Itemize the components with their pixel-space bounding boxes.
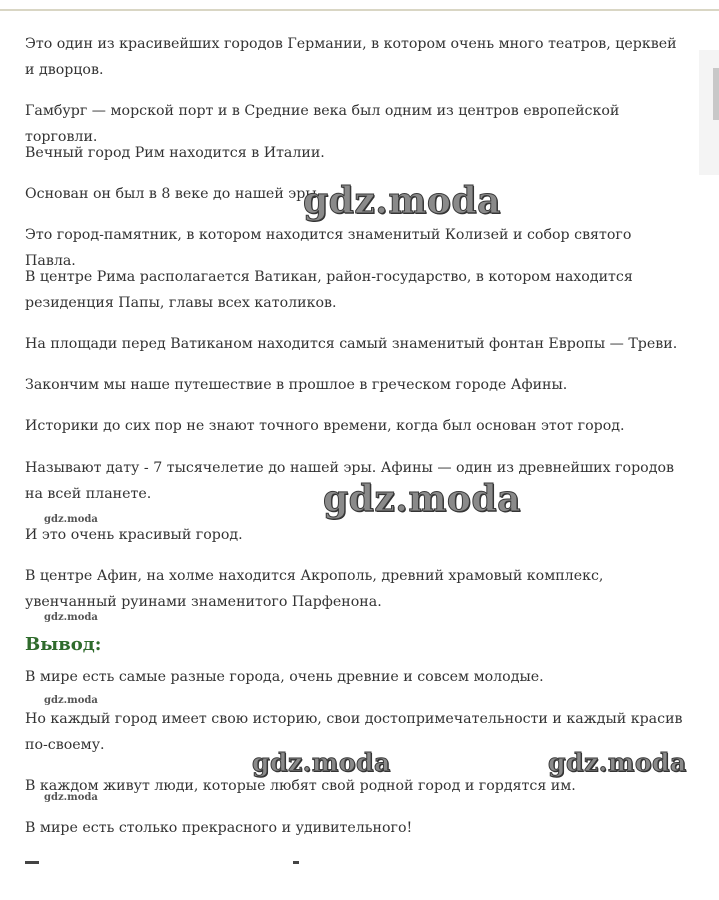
side-panel-tab[interactable] xyxy=(713,68,719,120)
paragraph-rome: Вечный город Рим находится в Италии. xyxy=(25,145,325,161)
watermark-logo: gdz.moda xyxy=(303,180,501,222)
watermark-small: gdz.moda xyxy=(44,792,98,803)
paragraph-acropolis: В центре Афин, на холме находится Акрополь, древний храмовый комплекс, увенчанный руинами знаменитого Парфенона. xyxy=(25,568,604,610)
conclusion-paragraph-cities: В мире есть самые разные города, очень древние и совсем молодые. xyxy=(25,669,544,685)
side-scroll-panel[interactable] xyxy=(699,50,719,175)
paragraph-historians: Историки до сих пор не знают точного времени, когда был основан этот город. xyxy=(25,418,625,434)
watermark-small: gdz.moda xyxy=(44,612,98,623)
conclusion-paragraph-history: Но каждый город имеет свою историю, свои достопримечательности и каждый красив по-своему. xyxy=(25,711,683,753)
watermark-logo: gdz.moda xyxy=(548,748,687,777)
cut-off-text-line xyxy=(25,858,685,868)
paragraph-athens: Закончим мы наше путешествие в прошлое в греческом городе Афины. xyxy=(25,377,568,393)
top-divider xyxy=(0,9,719,11)
paragraph-germany-city: Это один из красивейших городов Германии, в котором очень много театров, церквей и дворцов. xyxy=(25,36,677,78)
paragraph-trevi: На площади перед Ватиканом находится самый знаменитый фонтан Европы — Треви. xyxy=(25,336,678,352)
watermark-logo: gdz.moda xyxy=(252,748,391,777)
watermark-small: gdz.moda xyxy=(44,514,98,525)
conclusion-heading: Вывод: xyxy=(25,634,102,655)
watermark-small: gdz.moda xyxy=(44,695,98,706)
conclusion-paragraph-people: В каждом живут люди, которые любят свой родной город и гордятся им. xyxy=(25,778,576,794)
paragraph-rome-monuments: Это город-памятник, в котором находится знаменитый Колизей и собор святого Павла. xyxy=(25,227,632,269)
paragraph-hamburg: Гамбург — морской порт и в Средние века был одним из центров европейской торговли. xyxy=(25,103,620,145)
watermark-logo: gdz.moda xyxy=(323,478,521,520)
paragraph-beautiful-city: И это очень красивый город. xyxy=(25,527,243,543)
paragraph-rome-founded: Основан он был в 8 веке до нашей эры. xyxy=(25,186,322,202)
conclusion-paragraph-wonderful: В мире есть столько прекрасного и удивительного! xyxy=(25,820,413,836)
paragraph-vatican: В центре Рима располагается Ватикан, район-государство, в котором находится резиденция Папы, главы всех католиков. xyxy=(25,269,633,311)
paragraph-athens-date: Называют дату - 7 тысячелетие до нашей эры. Афины — один из древнейших городов на всей планете. xyxy=(25,460,674,502)
